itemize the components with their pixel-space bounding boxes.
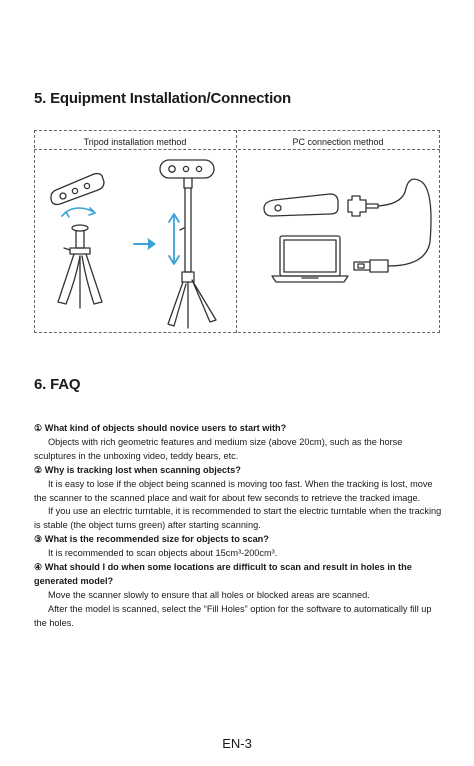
- faq-answer: It is recommended to scan objects about 15cm³-200cm³.: [48, 548, 278, 559]
- faq-question: ② Why is tracking lost when scanning objects?: [34, 464, 241, 475]
- faq-answer: If you use an electric turntable, it is recommended to start the electric turntable when the tracking is stable (the object turns green) after starting scanning.: [34, 506, 442, 531]
- usb-cable: [378, 179, 431, 266]
- tripod-panel-title: Tripod installation method: [83, 137, 187, 147]
- scanner-icon: [51, 174, 104, 205]
- faq-question: ③ What is the recommended size for objects to scan?: [34, 534, 269, 545]
- usb-plug-icon: [354, 260, 388, 272]
- faq-item: [34, 422, 444, 464]
- figure-header-line: [34, 149, 440, 150]
- pc-panel-title: PC connection method: [292, 137, 384, 147]
- section6-title: 6. FAQ: [34, 376, 81, 393]
- page-number: EN-3: [222, 736, 252, 751]
- faq-item: [34, 561, 444, 631]
- faq-item: [34, 533, 444, 561]
- faq-question: ① What kind of objects should novice users to start with?: [34, 423, 287, 433]
- faq-answer: Objects with rich geometric features and medium size (above 20cm), such as the horse sculptures in the unboxing video, teddy bears, etc.: [34, 436, 403, 461]
- faq-answer: Move the scanner slowly to ensure that all holes or blocked areas are scanned.: [48, 589, 370, 600]
- faq-answer: After the model is scanned, select the “Fill Holes” option for the software to automatically fill up the holes.: [34, 603, 432, 628]
- scanner-icon: [264, 194, 338, 216]
- faq-list: [34, 422, 444, 631]
- section5-title: 5. Equipment Installation/Connection: [34, 90, 291, 107]
- mini-tripod-icon: [58, 225, 102, 308]
- usb-connector-icon: [348, 196, 378, 216]
- pc-connection-illustration: [238, 152, 438, 330]
- faq-answer: It is easy to lose if the object being scanned is moving too fast. When the tracking is lost, move the scanner to the scanned place and wait for about few seconds to retrieve the tracked image.: [34, 478, 433, 503]
- tall-tripod-icon: [168, 188, 216, 328]
- tripod-installation-illustration: [36, 152, 234, 330]
- laptop-icon: [272, 236, 348, 282]
- faq-question: ④ What should I do when some locations are difficult to scan and result in holes in the generated model?: [34, 562, 412, 586]
- scanner-icon: [160, 160, 214, 188]
- figure-divider: [236, 130, 237, 333]
- faq-item: [34, 464, 444, 534]
